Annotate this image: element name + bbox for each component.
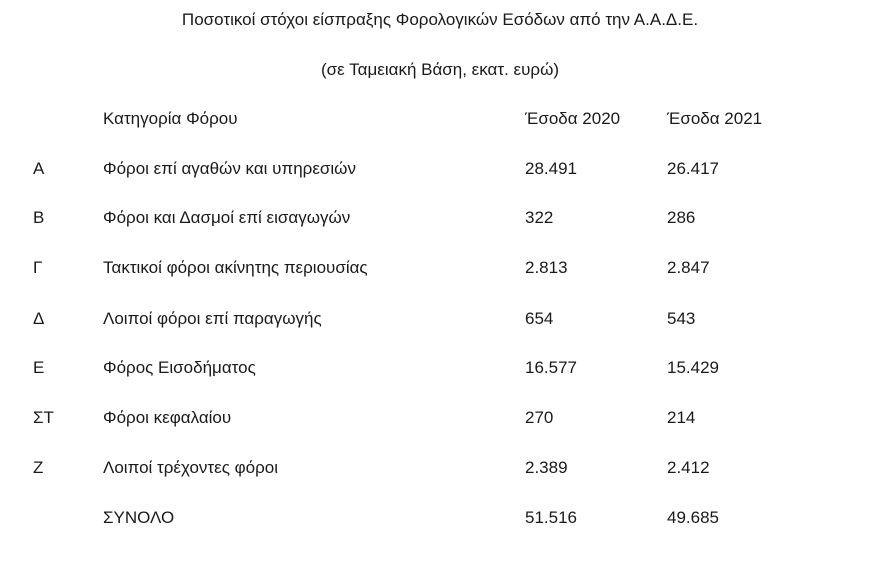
row-revenue-2021: 286 — [667, 208, 696, 227]
table-total-row — [0, 506, 880, 530]
row-revenue-2020: 270 — [525, 408, 554, 427]
row-code: ΣΤ — [33, 408, 54, 427]
row-code: Γ — [33, 258, 43, 277]
document-title: Ποσοτικοί στόχοι είσπραξης Φορολογικών Εσόδων από την Α.Α.Δ.Ε. — [181, 10, 699, 29]
document-subtitle: (σε Ταμειακή Βάση, εκατ. ευρώ) — [320, 60, 560, 79]
row-category: Φόροι επί αγαθών και υπηρεσιών — [103, 159, 356, 178]
row-category: Φόροι και Δασμοί επί εισαγωγών — [103, 208, 351, 227]
table-row — [0, 206, 880, 230]
table-row — [0, 256, 880, 280]
row-category: Λοιποί τρέχοντες φόροι — [103, 458, 279, 477]
row-category: Τακτικοί φόροι ακίνητης περιουσίας — [103, 258, 368, 277]
table-row — [0, 356, 880, 380]
row-revenue-2020: 2.813 — [525, 258, 568, 277]
row-revenue-2021: 15.429 — [667, 358, 719, 377]
row-revenue-2020: 654 — [525, 309, 554, 328]
header-revenue-2020: Έσοδα 2020 — [525, 109, 621, 128]
row-code: Δ — [33, 309, 45, 328]
row-code: Α — [33, 159, 45, 178]
total-label: ΣΥΝΟΛΟ — [103, 508, 175, 527]
row-category: Φόροι κεφαλαίου — [103, 408, 232, 427]
row-revenue-2020: 2.389 — [525, 458, 568, 477]
row-category: Λοιποί φόροι επί παραγωγής — [103, 309, 322, 328]
row-revenue-2021: 214 — [667, 408, 696, 427]
table-row — [0, 406, 880, 430]
total-revenue-2020: 51.516 — [525, 508, 577, 527]
row-code: Ε — [33, 358, 45, 377]
header-revenue-2021: Έσοδα 2021 — [667, 109, 763, 128]
table-header — [0, 107, 880, 131]
row-category: Φόρος Εισοδήματος — [103, 358, 256, 377]
table-row — [0, 157, 880, 181]
header-category: Κατηγορία Φόρου — [103, 109, 238, 128]
table-row — [0, 456, 880, 480]
row-revenue-2020: 322 — [525, 208, 554, 227]
row-revenue-2021: 543 — [667, 309, 696, 328]
row-revenue-2020: 16.577 — [525, 358, 577, 377]
table-row — [0, 307, 880, 331]
row-code: Β — [33, 208, 45, 227]
row-revenue-2021: 26.417 — [667, 159, 719, 178]
total-revenue-2021: 49.685 — [667, 508, 719, 527]
row-revenue-2021: 2.847 — [667, 258, 710, 277]
row-revenue-2021: 2.412 — [667, 458, 710, 477]
row-revenue-2020: 28.491 — [525, 159, 577, 178]
row-code: Ζ — [33, 458, 44, 477]
